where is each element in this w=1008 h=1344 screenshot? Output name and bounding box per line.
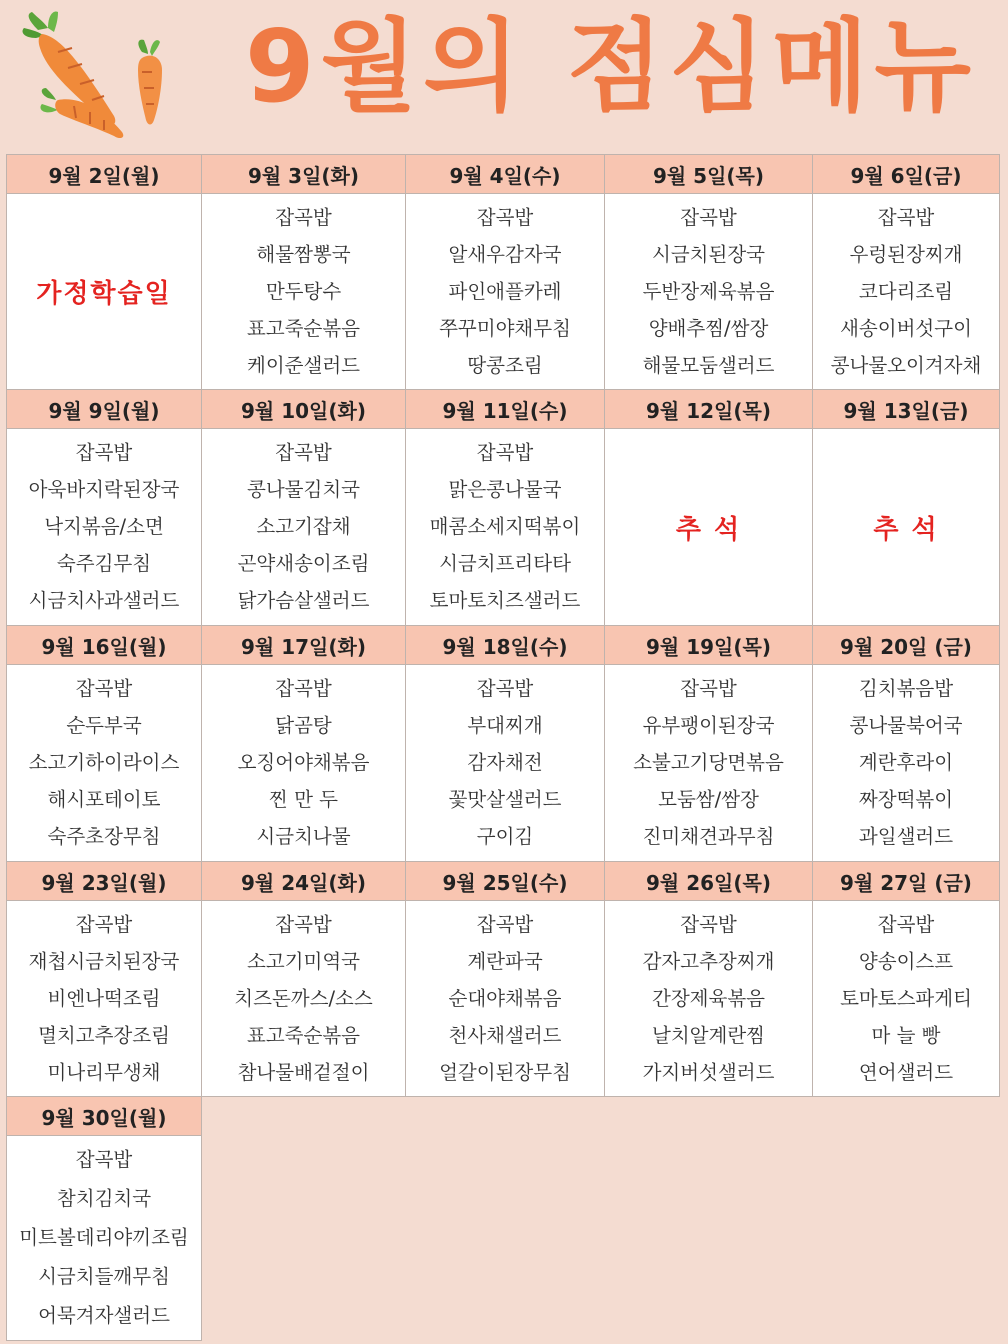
day-header: 9월 27일 (금): [812, 861, 1000, 901]
menu-item: 표고죽순볶음: [246, 1023, 361, 1047]
menu-item: 콩나물김치국: [246, 477, 361, 501]
menu-item: 감자채전: [467, 750, 543, 774]
menu-item: 시금치사과샐러드: [28, 589, 180, 613]
menu-item: 미트볼데리야끼조림: [19, 1225, 189, 1249]
menu-item: 만두탕수: [265, 279, 342, 303]
day-menu: [6, 900, 202, 1097]
menu-item: 잡곡밥: [75, 912, 133, 936]
menu-item: 닭가슴살샐러드: [237, 589, 370, 613]
menu-item: 땅콩조림: [467, 353, 543, 377]
menu-table: [7, 155, 1000, 1341]
menu-item: 연어샐러드: [858, 1060, 954, 1084]
menu-item: 파인애플카레: [448, 279, 562, 303]
menu-item: 잡곡밥: [680, 205, 737, 229]
menu-item: 잡곡밥: [275, 205, 332, 229]
menu-item: 계란파국: [467, 949, 543, 973]
day-menu: [812, 900, 1000, 1097]
menu-item: 간장제육볶음: [651, 986, 766, 1010]
day-menu: [201, 664, 406, 862]
menu-item: 소고기하이라이스: [28, 750, 180, 774]
menu-item: 코다리조림: [858, 279, 954, 303]
day-menu: [405, 900, 605, 1097]
menu-item: 매콤소세지떡볶이: [429, 514, 581, 538]
day-menu: [812, 664, 1000, 862]
menu-item: 김치볶음밥: [858, 676, 954, 700]
day-menu-special: [6, 193, 202, 390]
menu-item: 두반장제육볶음: [642, 279, 775, 303]
menu-item: 멸치고추장조림: [38, 1023, 170, 1047]
menu-item: 콩나물오이겨자채: [830, 353, 982, 377]
menu-item: 맑은콩나물국: [448, 477, 562, 501]
menu-item: 해물짬뽕국: [256, 242, 351, 266]
menu-item: 소불고기당면볶음: [633, 750, 784, 774]
menu-item: 소고기잡채: [256, 514, 351, 538]
day-menu-special: [604, 428, 813, 626]
menu-item: 양배추찜/쌈장: [648, 316, 769, 340]
menu-item: 양송이스프: [858, 949, 954, 973]
day-header: 9월 10일(화): [201, 389, 406, 429]
menu-item: 부대찌개: [467, 713, 543, 737]
menu-item: 날치알계란찜: [651, 1023, 766, 1047]
menu-item: 참치김치국: [56, 1187, 152, 1211]
menu-item: 모둠쌈/쌈장: [658, 788, 759, 812]
menu-item: 꽃맛살샐러드: [448, 788, 562, 812]
menu-item: 순대야채볶음: [448, 986, 562, 1010]
menu-item: 오징어야채볶음: [237, 750, 370, 774]
menu-item: 잡곡밥: [275, 676, 332, 700]
menu-item: 닭곰탕: [275, 713, 332, 737]
menu-item: 잡곡밥: [680, 912, 737, 936]
menu-item: 새송이버섯구이: [840, 316, 972, 340]
menu-item: 잡곡밥: [75, 1148, 133, 1172]
menu-item: 잡곡밥: [680, 676, 737, 700]
menu-item: 계란후라이: [858, 750, 954, 774]
menu-item: 낙지볶음/소면: [44, 514, 164, 538]
menu-item: 곤약새송이조림: [237, 552, 370, 576]
menu-item: 천사채샐러드: [448, 1023, 562, 1047]
day-header: 9월 12일(목): [604, 389, 813, 429]
menu-item: 비엔나떡조림: [47, 986, 161, 1010]
menu-item: 짜장떡볶이: [858, 788, 954, 812]
page-title: 9월의 점심메뉴: [245, 8, 977, 125]
carrot-logo-icon: [18, 8, 178, 138]
menu-item: 시금치프리타타: [439, 552, 571, 576]
menu-item: 아욱바지락된장국: [28, 477, 180, 501]
menu-item: 시금치나물: [256, 825, 351, 849]
menu-item: 소고기미역국: [246, 949, 361, 973]
menu-item: 잡곡밥: [877, 205, 935, 229]
menu-item: 잡곡밥: [476, 440, 534, 464]
special-note: 추 석: [675, 514, 742, 545]
day-menu: [604, 664, 813, 862]
menu-item: 잡곡밥: [476, 205, 534, 229]
day-menu: [405, 193, 605, 390]
menu-item: 토마토스파게티: [840, 986, 972, 1010]
menu-item: 잡곡밥: [75, 440, 133, 464]
day-header: 9월 19일(목): [604, 625, 813, 665]
day-header: 9월 5일(목): [604, 154, 813, 194]
menu-item: 잡곡밥: [476, 676, 534, 700]
day-menu: [604, 900, 813, 1097]
day-header: 9월 18일(수): [405, 625, 605, 665]
menu-item: 잡곡밥: [877, 912, 935, 936]
day-menu: [604, 193, 813, 390]
menu-item: 진미채견과무침: [642, 825, 775, 849]
day-menu: [812, 193, 1000, 390]
menu-item: 마 늘 빵: [871, 1023, 941, 1047]
day-header: 9월 16일(월): [6, 625, 202, 665]
menu-item: 잡곡밥: [275, 440, 332, 464]
menu-item: 과일샐러드: [858, 825, 954, 849]
day-header: 9월 25일(수): [405, 861, 605, 901]
menu-item: 어묵겨자샐러드: [38, 1303, 170, 1327]
special-note: 추 석: [873, 514, 939, 545]
menu-item: 토마토치즈샐러드: [429, 589, 581, 613]
day-menu: [405, 428, 605, 626]
menu-item: 잡곡밥: [75, 676, 133, 700]
day-menu: [201, 428, 406, 626]
menu-item: 케이준샐러드: [246, 353, 361, 377]
day-menu: [201, 900, 406, 1097]
day-header: 9월 20일 (금): [812, 625, 1000, 665]
menu-item: 참나물배겉절이: [237, 1060, 370, 1084]
menu-item: 찐 만 두: [269, 788, 338, 812]
menu-item: 잡곡밥: [275, 912, 332, 936]
menu-item: 숙주초장무침: [47, 825, 161, 849]
menu-item: 알새우감자국: [448, 242, 562, 266]
day-header: 9월 17일(화): [201, 625, 406, 665]
day-menu: [6, 664, 202, 862]
day-menu: [201, 193, 406, 390]
menu-item: 숙주김무침: [56, 552, 152, 576]
menu-item: 구이김: [476, 825, 534, 849]
day-header: 9월 26일(목): [604, 861, 813, 901]
day-header: 9월 6일(금): [812, 154, 1000, 194]
menu-item: 표고죽순볶음: [246, 316, 361, 340]
day-menu-special: [812, 428, 1000, 626]
day-header: 9월 11일(수): [405, 389, 605, 429]
menu-item: 유부팽이된장국: [642, 713, 775, 737]
menu-item: 순두부국: [66, 713, 142, 737]
day-header: 9월 30일(월): [6, 1096, 202, 1136]
menu-item: 시금치들깨무침: [38, 1264, 170, 1288]
special-note: 가정학습일: [36, 279, 172, 309]
day-header: 9월 23일(월): [6, 861, 202, 901]
menu-item: 해물모둠샐러드: [642, 353, 775, 377]
menu-item: 해시포테이토: [47, 788, 161, 812]
menu-item: 잡곡밥: [476, 912, 534, 936]
day-header: 9월 2일(월): [6, 154, 202, 194]
day-header: 9월 24일(화): [201, 861, 406, 901]
menu-item: 치즈돈까스/소스: [234, 986, 373, 1010]
menu-item: 가지버섯샐러드: [642, 1060, 775, 1084]
day-menu: [6, 1135, 202, 1341]
menu-item: 시금치된장국: [651, 242, 766, 266]
day-menu: [6, 428, 202, 626]
menu-item: 우렁된장찌개: [849, 242, 963, 266]
menu-item: 콩나물북어국: [849, 713, 963, 737]
menu-item: 얼갈이된장무침: [439, 1060, 571, 1084]
day-menu: [405, 664, 605, 862]
day-header: 9월 9일(월): [6, 389, 202, 429]
menu-item: 미나리무생채: [47, 1060, 161, 1084]
menu-item: 쭈꾸미야채무침: [439, 316, 571, 340]
day-header: 9월 13일(금): [812, 389, 1000, 429]
menu-item: 재첩시금치된장국: [28, 949, 180, 973]
menu-item: 감자고추장찌개: [642, 949, 775, 973]
day-header: 9월 4일(수): [405, 154, 605, 194]
day-header: 9월 3일(화): [201, 154, 406, 194]
